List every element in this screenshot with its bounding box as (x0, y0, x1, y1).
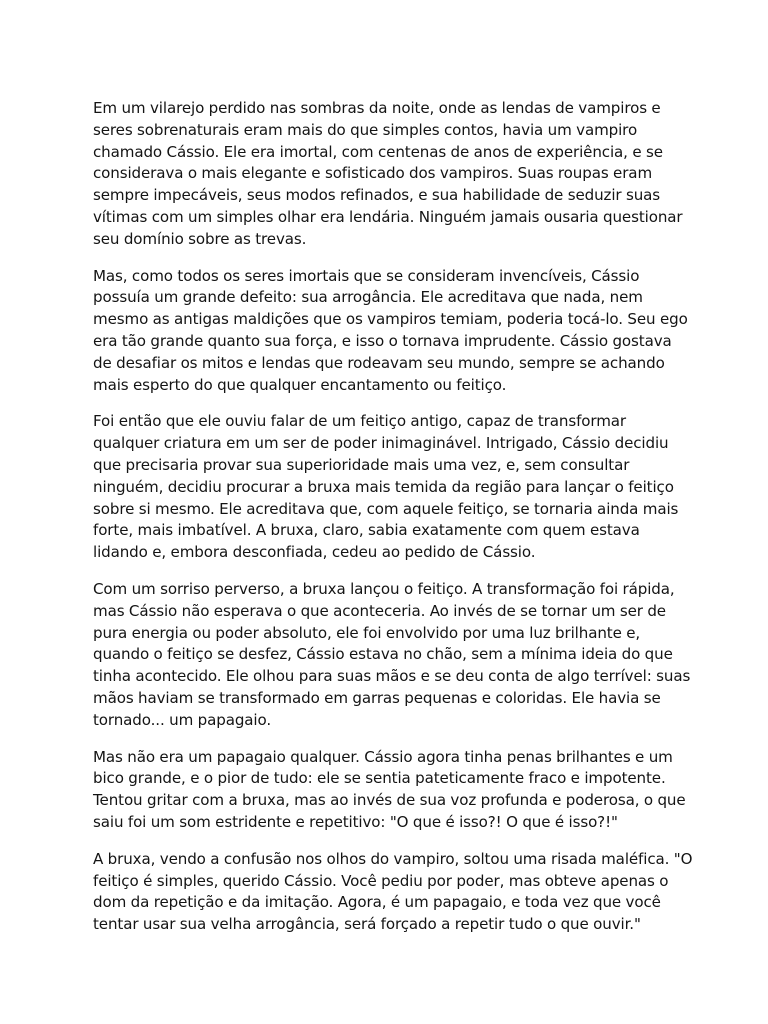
paragraph-2: Mas, como todos os seres imortais que se consideram invencíveis, Cássio possuía um grande defeito: sua arrogância. Ele acreditava que nada, nem mesmo as antigas maldições que os vampiros temiam, poderia tocá-lo. Seu ego era tão grande quanto sua força, e isso o tornava imprudente. Cássio gostava de desafiar os mitos e lendas que rodeavam seu mundo, sempre se achando mais esperto do que qualquer encantamento ou feitiço. (93, 266, 688, 394)
paragraph-4: Com um sorriso perverso, a bruxa lançou o feitiço. A transformação foi rápida, mas Cássio não esperava o que aconteceria. Ao invés de se tornar um ser de pura energia ou poder absoluto, ele foi envolvido por uma luz brilhante e, quando o feitiço se desfez, Cássio estava no chão, sem a mínima ideia do que tinha acontecido. Ele olhou para suas mãos e se deu conta de algo terrível: suas mãos haviam se transformado em garras pequenas e coloridas. Ele havia se tornado... um papagaio. (93, 579, 691, 729)
paragraph-3: Foi então que ele ouviu falar de um feitiço antigo, capaz de transformar qualquer criatura em um ser de poder inimaginável. Intrigado, Cássio decidiu que precisaria provar sua superioridade mais uma vez, e, sem consultar ninguém, decidiu procurar a bruxa mais temida da região para lançar o feitiço sobre si mesmo. Ele acreditava que, com aquele feitiço, se tornaria ainda mais forte, mais imbatível. A bruxa, claro, sabia exatamente com quem estava lidando e, embora desconfiada, cedeu ao pedido de Cássio. (93, 412, 679, 562)
paragraph-1: Em um vilarejo perdido nas sombras da noite, onde as lendas de vampiros e seres sobrenaturais eram mais do que simples contos, havia um vampiro chamado Cássio. Ele era imortal, com centenas de anos de experiência, e se considerava o mais elegante e sofisticado dos vampiros. Suas roupas eram sempre impecáveis, seus modos refinados, e sua habilidade de seduzir suas vítimas com um simples olhar era lendária. Ninguém jamais ousaria questionar seu domínio sobre as trevas. (93, 99, 683, 248)
document-page (93, 98, 693, 951)
paragraph-5: Mas não era um papagaio qualquer. Cássio agora tinha penas brilhantes e um bico grande, e o pior de tudo: ele se sentia pateticamente fraco e impotente. Tentou gritar com a bruxa, mas ao invés de sua voz profunda e poderosa, o que saiu foi um som estridente e repetitivo: "O que é isso?! O que é isso?!" (93, 747, 686, 831)
paragraph-6: A bruxa, vendo a confusão nos olhos do vampiro, soltou uma risada maléfica. "O feitiço é simples, querido Cássio. Você pediu por poder, mas obteve apenas o dom da repetição e da imitação. Agora, é um papagaio, e toda vez que você tentar usar sua velha arrogância, será forçado a repetir tudo o que ouvir." (93, 849, 693, 934)
